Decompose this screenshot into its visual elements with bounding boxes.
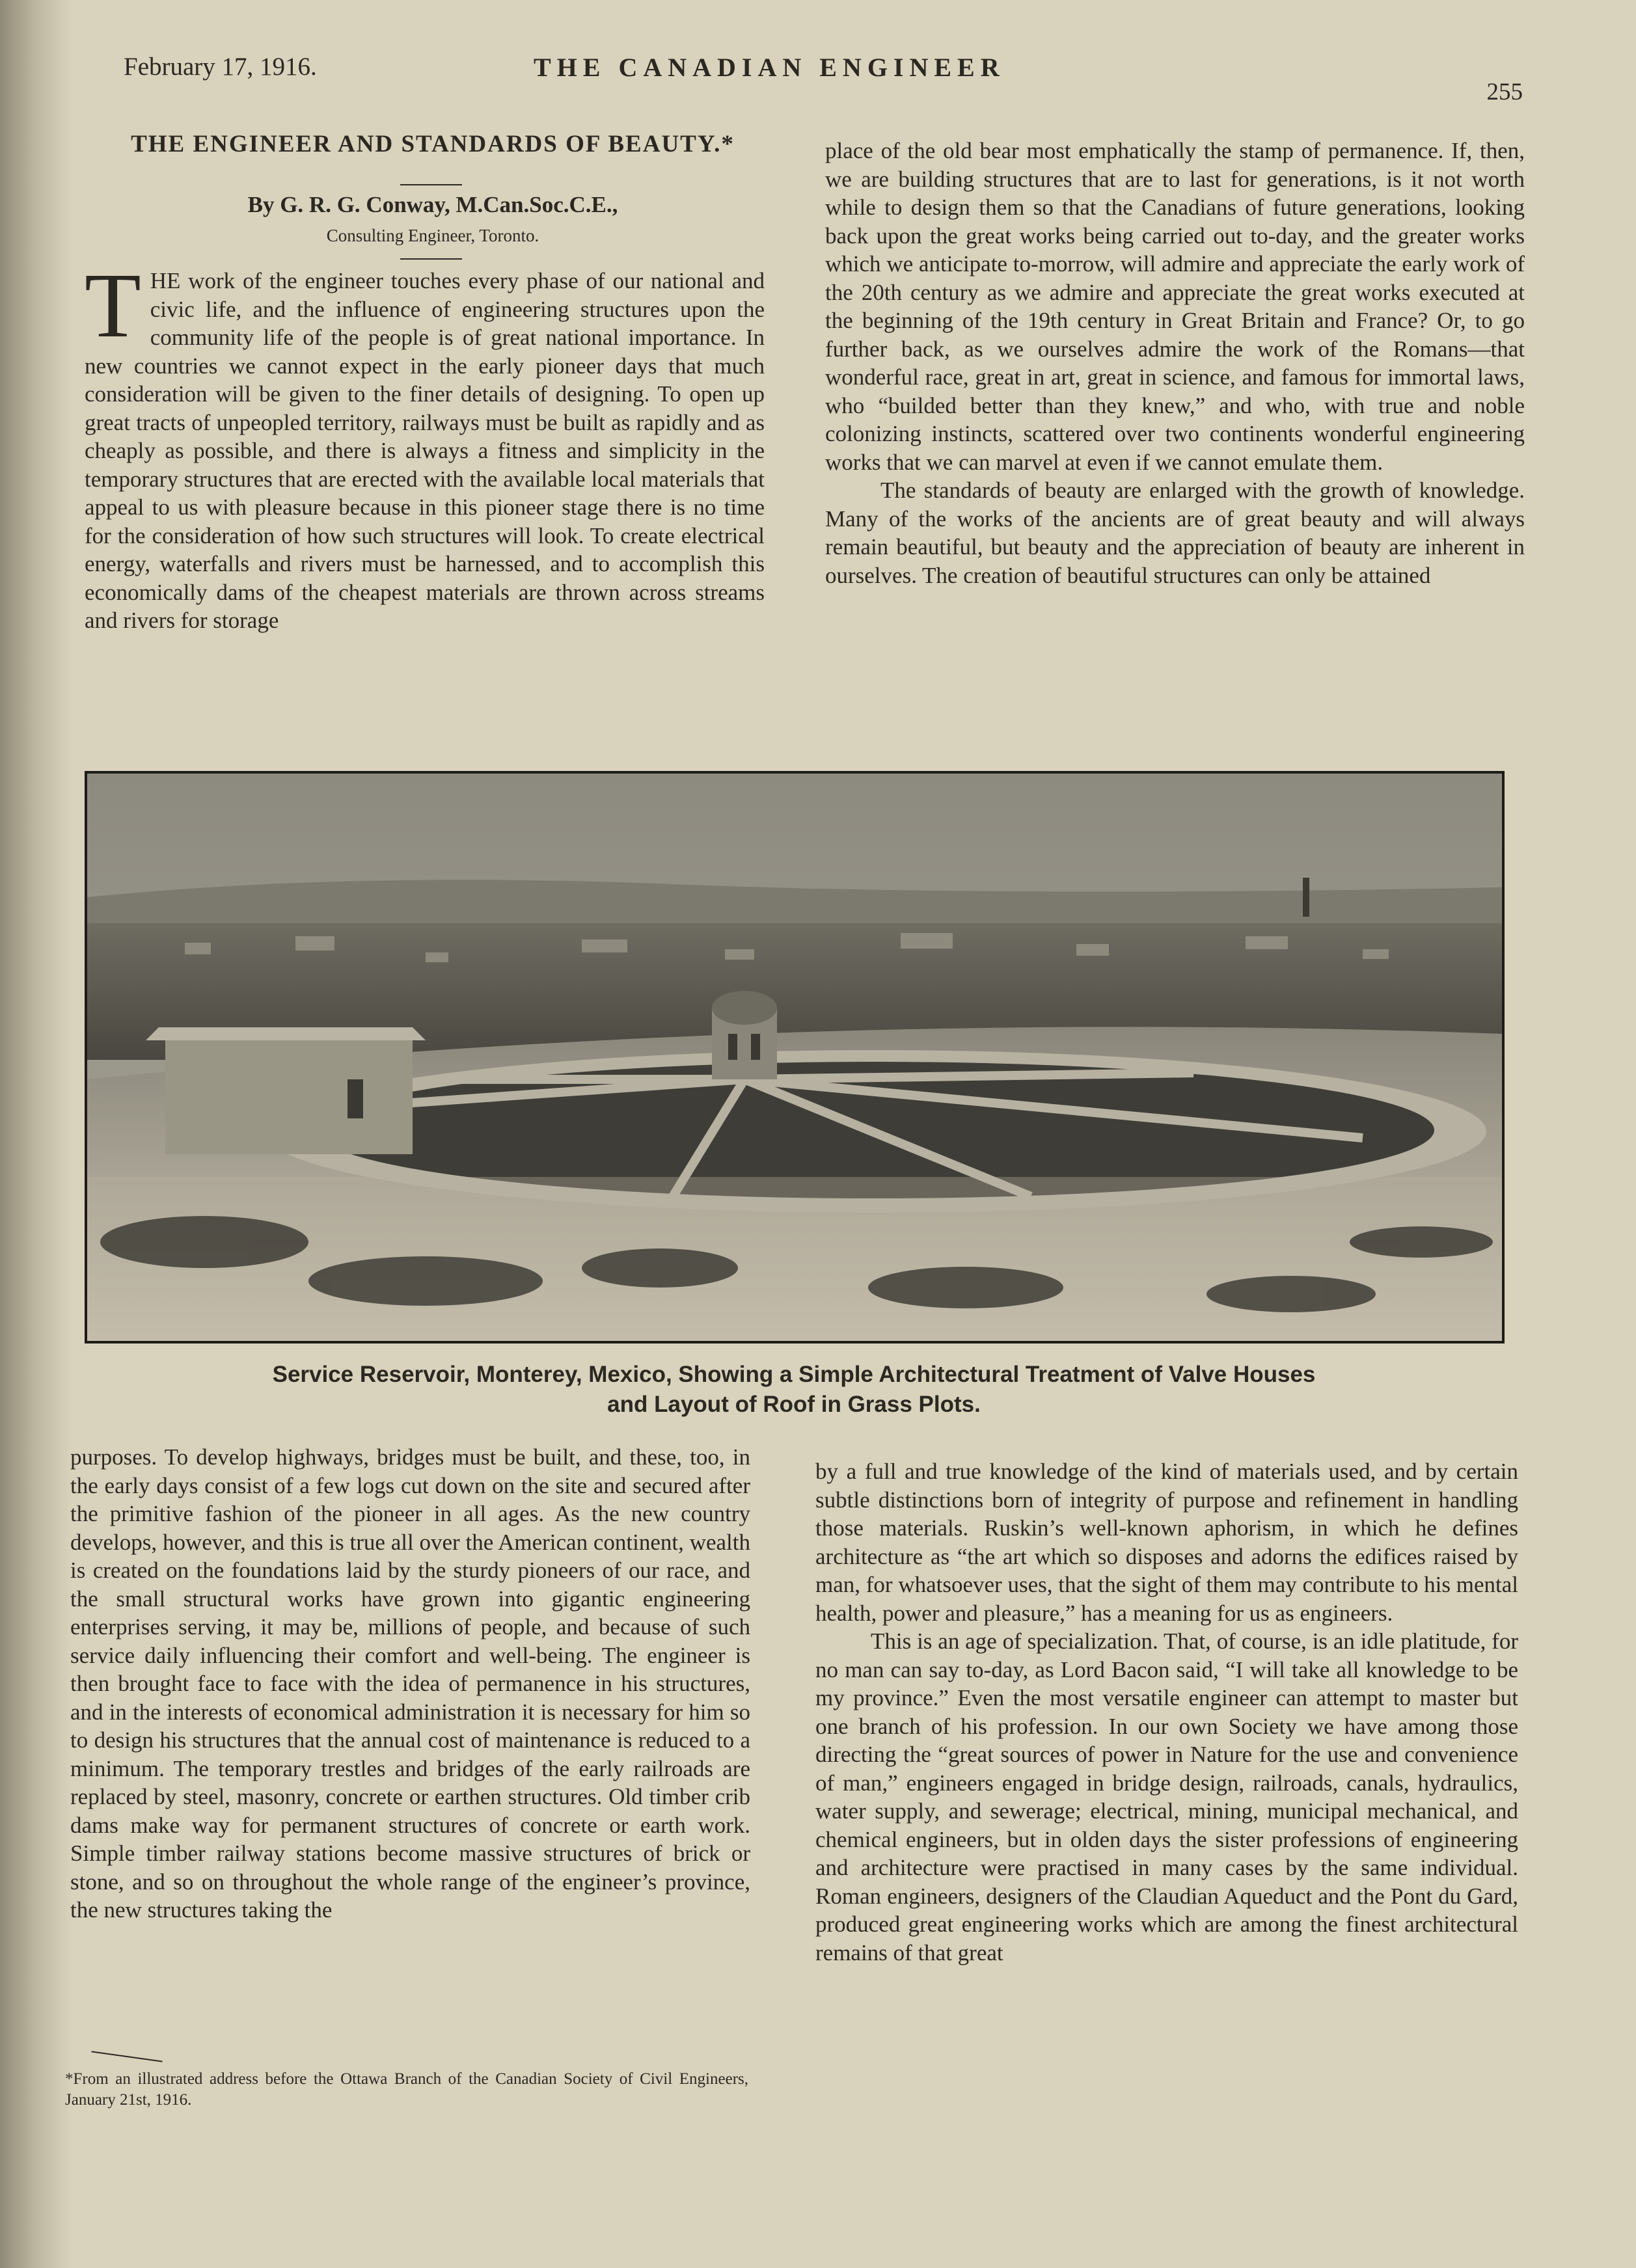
paragraph-ruskin: by a full and true knowledge of the kind of materials used, and by certain subtle distinctions born of integrity of purpose and refinement in handling those materials. Ruskin’s well-known aphorism, in which he defines architecture as “the art which so disposes and adorns the edifices raised by man, for whatsoever uses, that the sight of them may contribute to his mental health, power and pleasure,” has a meaning for us as engineers. [815, 1459, 1518, 1626]
author-affiliation: Consulting Engineer, Toronto. [326, 226, 539, 245]
running-header [124, 52, 1523, 104]
paragraph-standards: The standards of beauty are enlarged with the growth of knowledge. Many of the works of the ancients are of great beauty and will always remain beautiful, but beauty and the appreciation of beauty are inherent in ourselves. The creation of beautiful structures can only be attained [825, 478, 1525, 588]
photo-caption-line-1: Service Reservoir, Monterey, Mexico, Showing a Simple Architectural Treatment of Valve Houses [272, 1362, 1316, 1387]
header-date: February 17, 1916. [124, 53, 317, 81]
journal-title: THE CANADIAN ENGINEER [534, 53, 1005, 82]
title-rule [400, 184, 462, 185]
column-right-top [825, 137, 1525, 589]
page-gutter-shadow [0, 0, 72, 2268]
page-number: 255 [1486, 79, 1523, 105]
author-byline: By G. R. G. Conway, M.Can.Soc.C.E., [247, 192, 618, 217]
reservoir-photo-illustration [87, 774, 1502, 1341]
column-left-top [85, 254, 765, 635]
byline-rule [400, 258, 462, 260]
article-title: THE ENGINEER AND STANDARDS OF BEAUTY.* [131, 131, 735, 157]
column-right-bottom [815, 1457, 1518, 1967]
drop-cap: T [85, 254, 141, 357]
footnote-rule [91, 2051, 162, 2062]
paragraph-specialization: This is an age of specialization. That, of course, is an idle platitude, for no man can say to-day, as Lord Bacon said, “I will take all knowledge to be my province.” Even the most versatile engineer can attempt to master but one branch of his profession. In our own Society we have among those directing the “great sources of power in Nature for the use and convenience of man,” engineers engaged in bridge design, railroads, canals, hydraulics, water supply, and sewerage; electrical, mining, municipal mechanical, and chemical engineers, but in olden days the sister professions of engineering and architecture were practised in many cases by the same individual. Roman engineers, designers of the Claudian Aqueduct and the Pont du Gard, produced great engineering works which are among the finest architectural remains of that great [815, 1628, 1518, 1965]
paragraph-permanence: place of the old bear most emphatically the stamp of permanence. If, then, we are building structures that are to last for generations, is it not worth while to design them so that the Canadians of future generations, looking back upon the great works being carried out to-day, and the greater works which we anticipate to-morrow, will admire and appreciate the early work of the 20th century as we admire and appreciate the great works executed at the beginning of the 19th century in Great Britain and France? Or, to go further back, as we ourselves admire the work of the Romans—that wonderful race, great in art, great in science, and famous for immortal laws, who “builded better than they knew,” and who, with true and noble colonizing instincts, scattered over two continents wonderful engineering works that we can marvel at even if we cannot emulate them. [825, 138, 1525, 475]
photo-caption-line-2: and Layout of Roof in Grass Plots. [607, 1392, 981, 1417]
paragraph-intro: HE work of the engineer touches every phase of our national and civic life, and the influence of engineering structures upon the community life of the people is of great national importance. In new countries we cannot expect in the early pioneer days that much consideration will be given to the finer details of designing. To open up great tracts of unpeopled territory, railways must be built as rapidly and as cheaply as possible, and there is always a fitness and simplicity in the temporary structures that are erected with the available local materials that appeal to us with pleasure because in this pioneer stage there is no time for the consideration of how such structures will look. To create electrical energy, waterfalls and rivers must be harnessed, and to accomplish this economically dams of the cheapest materials are thrown across streams and rivers for storage [85, 268, 765, 633]
footnote: *From an illustrated address before the Ottawa Branch of the Canadian Society of Civil Engineers, January 21st, 1916. [65, 2070, 748, 2109]
column-left-bottom [70, 1443, 750, 1924]
photo-caption [98, 1360, 1490, 1420]
paragraph-purposes: purposes. To develop highways, bridges must be built, and these, too, in the early days consist of a few logs cut down on the site and secured after the primitive fashion of the pioneer in all ages. As the new country develops, however, and this is true all over the American continent, wealth is created on the foundations laid by the sturdy pioneers of our race, and the small structural works have grown into gigantic engineering enterprises serving, it may be, millions of people, and because of such service daily influencing their comfort and well-being. The engineer is then brought face to face with the idea of permanence in his structures, and in the interests of economical administration it is necessary for him so to design his structures that the annual cost of maintenance is reduced to a minimum. The temporary trestles and bridges of the early railroads are replaced by steel, masonry, concrete or earthen structures. Old timber crib dams make way for permanent structures of concrete or earth work. Simple timber railway stations become massive structures of brick or stone, and so on throughout the whole range of the engineer’s province, the new structures taking the [70, 1444, 750, 1923]
reservoir-photograph [85, 771, 1505, 1343]
